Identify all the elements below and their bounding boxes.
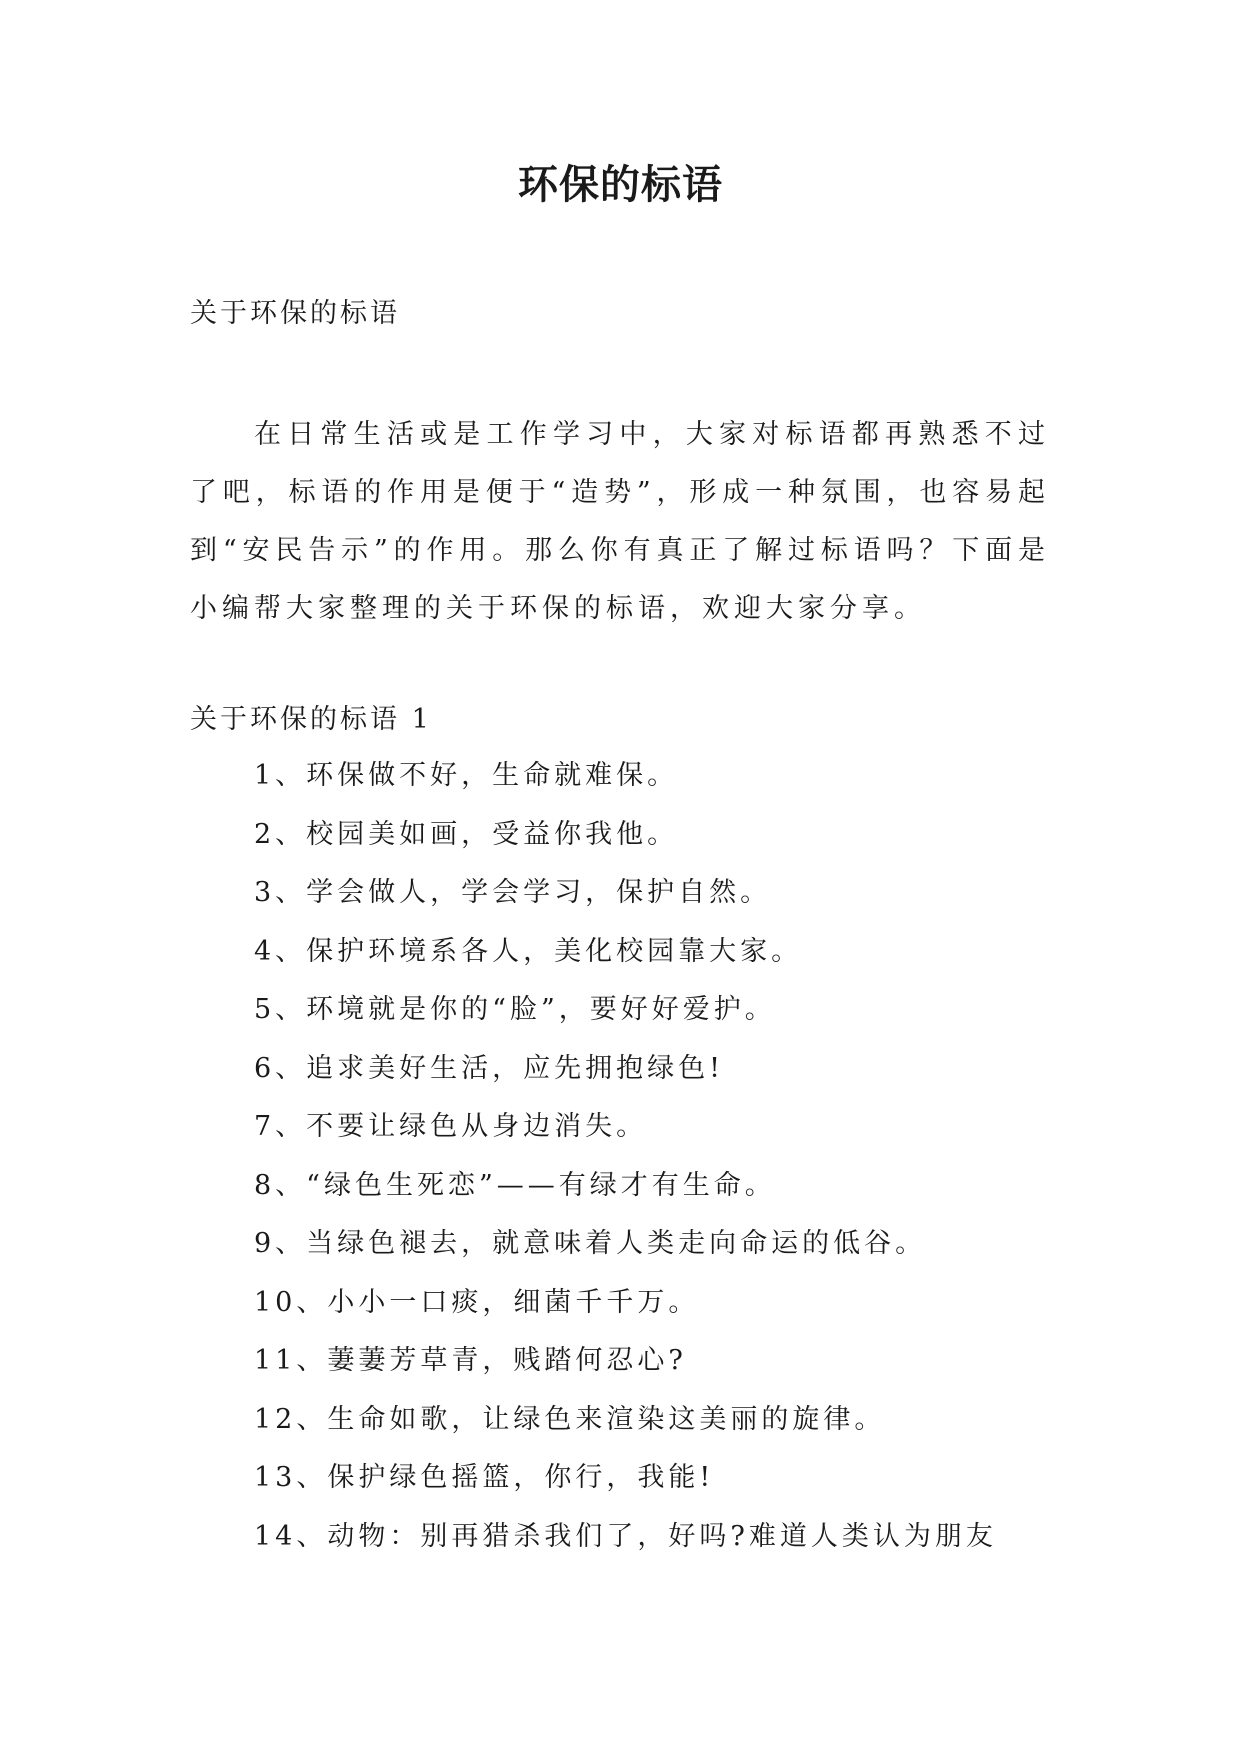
document-subtitle: 关于环保的标语 <box>190 298 400 329</box>
list-item: 10、小小一口痰，细菌千千万。 <box>254 1286 700 1318</box>
list-item: 4、保护环境系各人，美化校园靠大家。 <box>254 935 803 967</box>
list-item: 5、环境就是你的“脸”，要好好爱护。 <box>254 994 776 1025</box>
list-item: 2、校园美如画，受益你我他。 <box>254 818 679 850</box>
list-item: 6、追求美好生活，应先拥抱绿色! <box>254 1052 725 1084</box>
slogan-list <box>254 756 997 1575</box>
list-item: 11、萋萋芳草青，贱踏何忍心? <box>254 1345 687 1376</box>
intro-paragraph: 在日常生活或是工作学习中，大家对标语都再熟悉不过了吧，标语的作用是便于“造势”，形成一种氛围，也容易起到“安民告示”的作用。那么你有真正了解过标语吗？下面是小编帮大家整理的关于环保的标语，欢迎大家分享。 <box>190 419 1050 624</box>
list-item: 8、“绿色生死恋”——有绿才有生命。 <box>254 1169 776 1201</box>
list-item: 3、学会做人，学会学习，保护自然。 <box>254 877 772 908</box>
list-item: 9、当绿色褪去，就意味着人类走向命运的低谷。 <box>254 1228 927 1259</box>
document-title: 环保的标语 <box>518 162 723 208</box>
list-item: 7、不要让绿色从身边消失。 <box>254 1111 648 1142</box>
list-item: 14、动物：别再猎杀我们了，好吗?难道人类认为朋友 <box>254 1520 997 1552</box>
section-heading: 关于环保的标语 1 <box>190 704 432 735</box>
list-item: 13、保护绿色摇篮，你行，我能! <box>254 1462 715 1493</box>
list-item: 1、环保做不好，生命就难保。 <box>254 760 679 791</box>
list-item: 12、生命如歌，让绿色来渲染这美丽的旋律。 <box>254 1403 886 1435</box>
